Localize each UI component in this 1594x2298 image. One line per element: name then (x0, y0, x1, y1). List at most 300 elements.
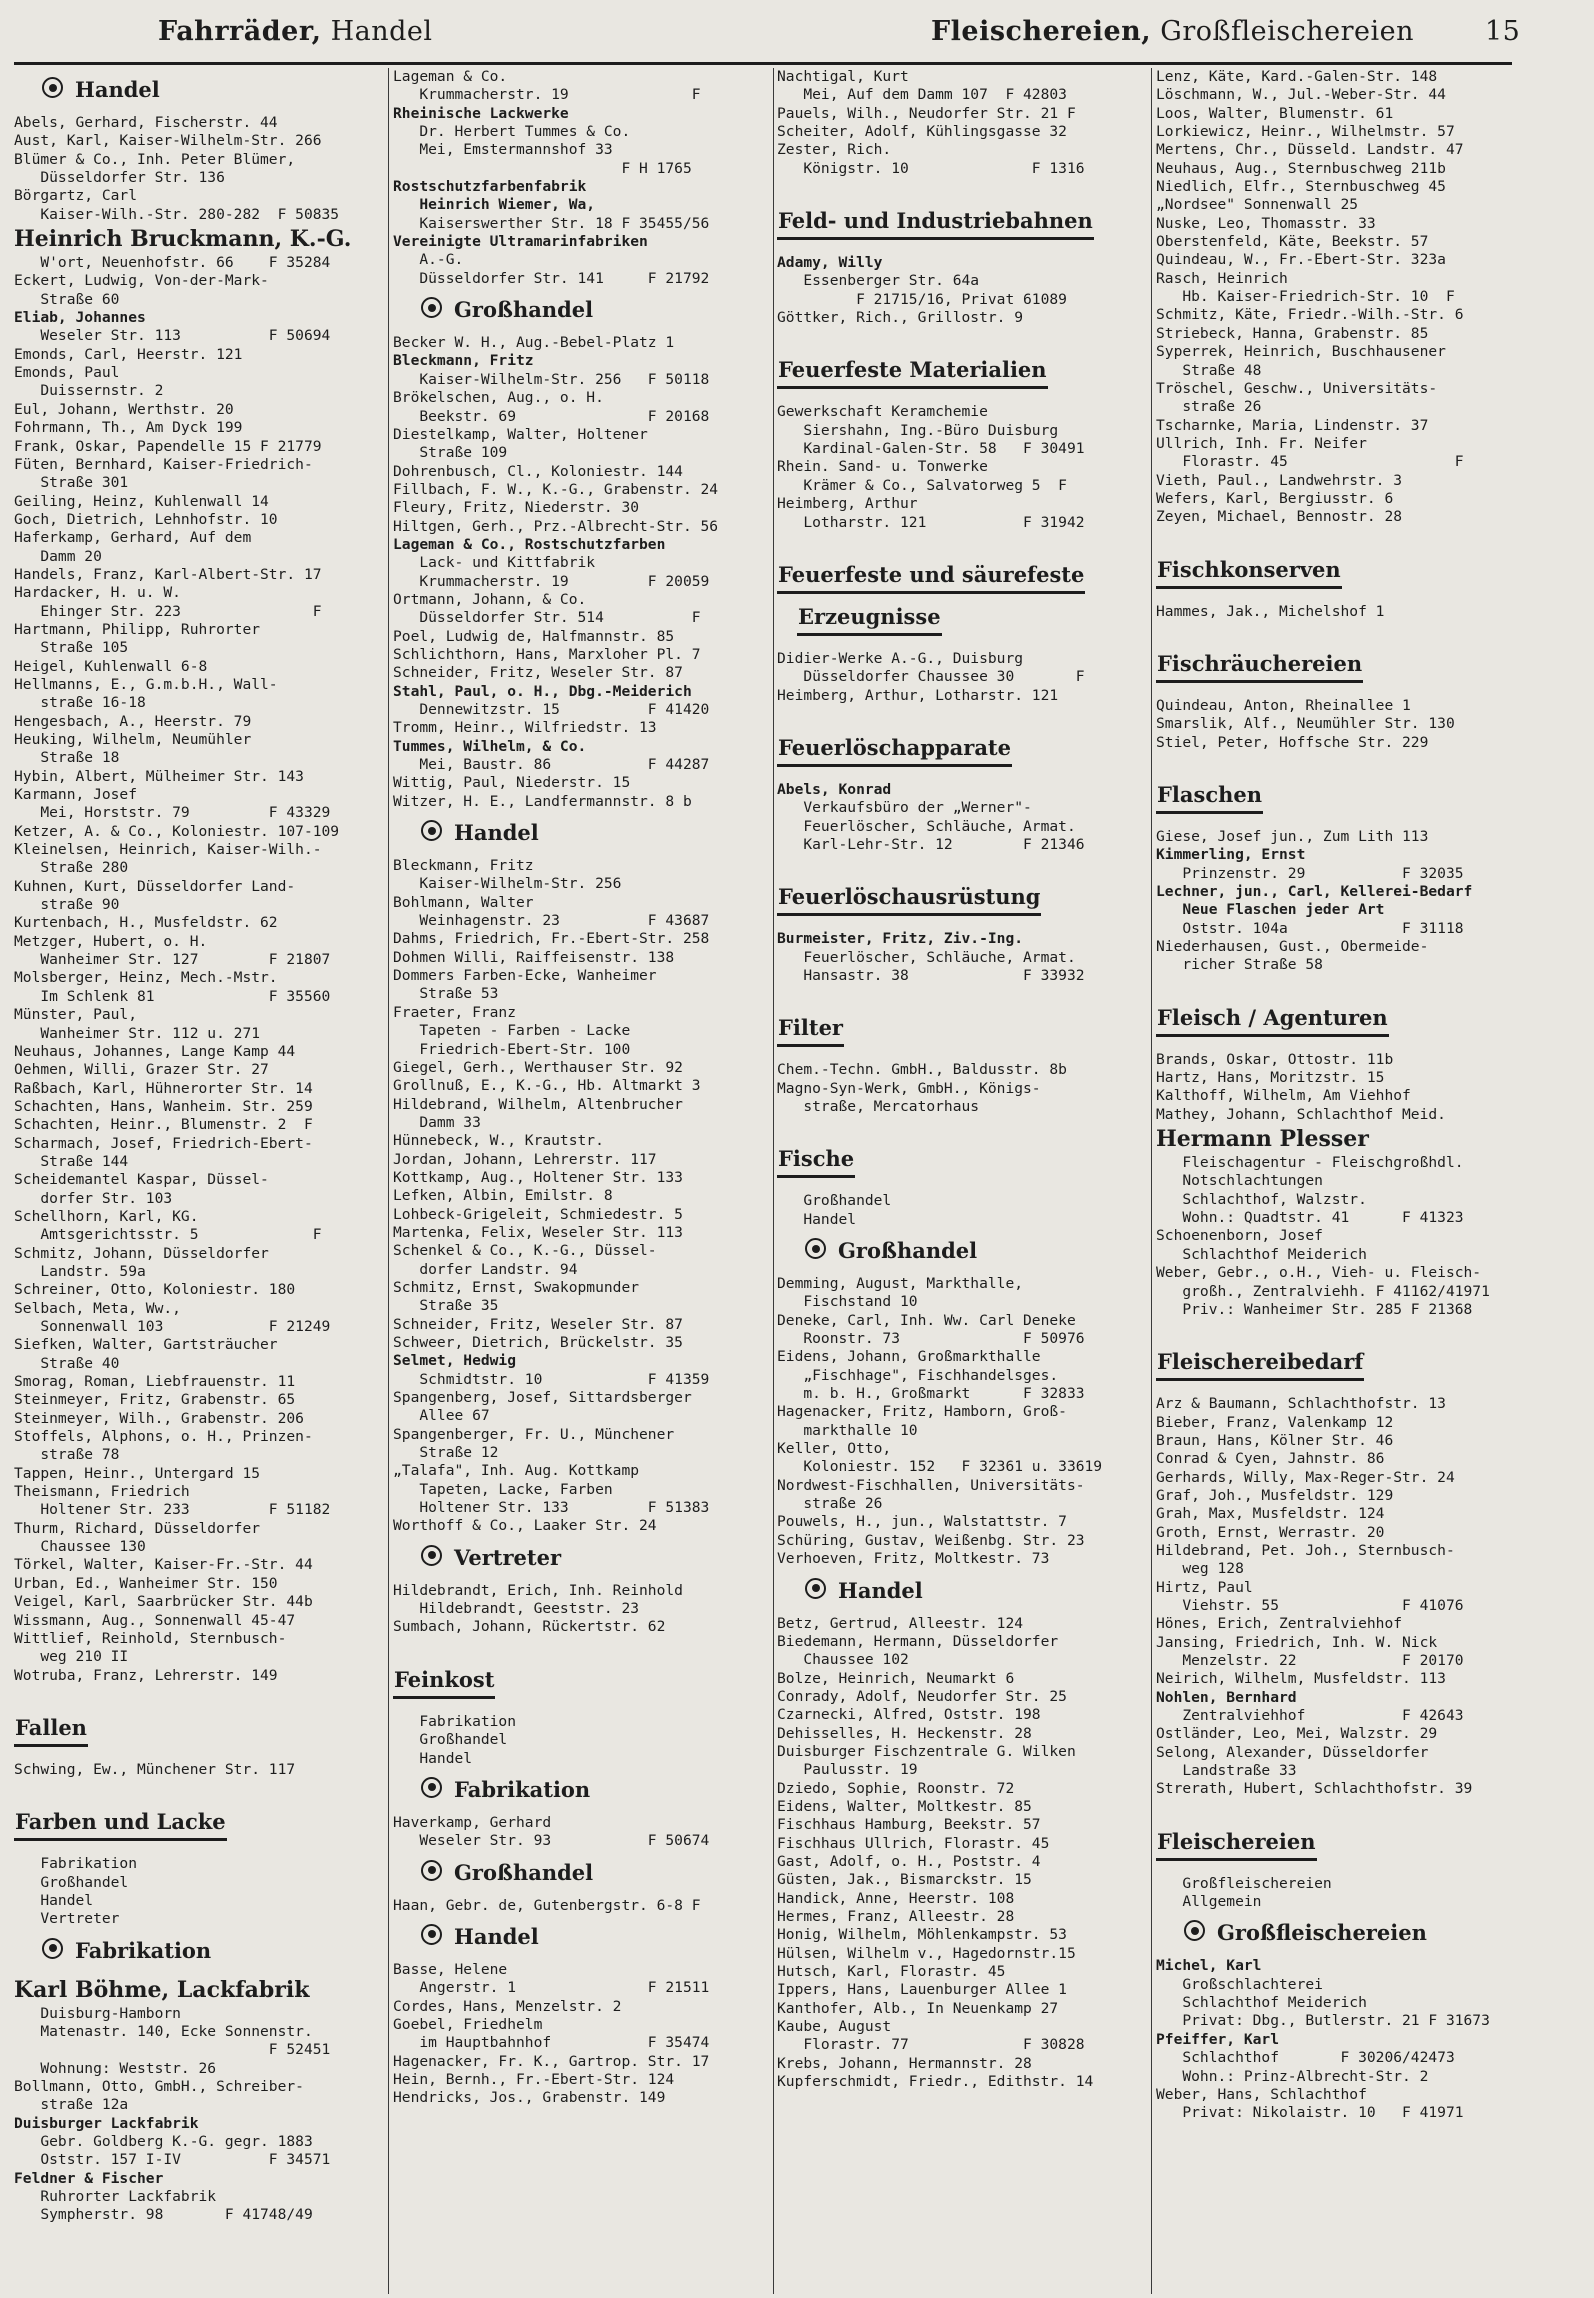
listing-line: Smarslik, Alf., Neumühler Str. 130 (1156, 715, 1455, 733)
listing-line: „Nordsee" Sonnenwall 25 (1156, 196, 1359, 214)
listing-line: Tappen, Heinr., Untergard 15 (14, 1464, 261, 1482)
listing-line: Oststr. 157 I-IV F 34571 (14, 2151, 331, 2169)
listing-line: Amtsgerichtsstr. 5 F (14, 1226, 322, 1244)
listing-line: Bleckmann, Fritz (393, 857, 534, 875)
subsection-heading-text: Vertreter (454, 1544, 562, 1570)
bullet-circle-icon (805, 1578, 826, 1599)
section-spacer (777, 178, 1147, 196)
listing-line: Heimberg, Arthur (777, 495, 918, 513)
listing-line: Düsseldorfer Str. 141 F 21792 (393, 269, 710, 287)
listing-line: Schweer, Dietrich, Brückelstr. 35 (393, 1334, 683, 1351)
listing-line: Kaube, August (777, 2018, 892, 2036)
listing-line: Brökelschen, Aug., o. H. (393, 389, 604, 407)
listing-line: Pauels, Wilh., Neudorfer Str. 21 F (777, 104, 1076, 122)
listing-line: Pfeiffer, Karl (1156, 2030, 1280, 2048)
section-heading-text: Feuerlöschapparate (777, 733, 1012, 767)
listing-line: Düsseldorfer Str. 514 F (393, 609, 701, 627)
listing-line: Giese, Josef jun., Zum Lith 113 (1156, 827, 1429, 845)
listing-line: Ullrich, Inh. Fr. Neifer (1156, 434, 1367, 452)
listing-line: W'ort, Neuenhofstr. 66 F 35284 (14, 254, 331, 272)
listing-line: Landstr. 59a (14, 1262, 146, 1280)
listing-line: Hagenacker, Fritz, Hamborn, Groß- (777, 1403, 1067, 1421)
listing-line: Stahl, Paul, o. H., Dbg.-Meiderich (393, 682, 692, 700)
section-spacer (1156, 527, 1526, 545)
listing-company-name: Hermann Plesser (1156, 1126, 1369, 1153)
section-heading-text: Erzeugnisse (797, 602, 942, 636)
listing-line: Raßbach, Karl, Hühnerorter Str. 14 (14, 1079, 313, 1097)
listing-line: Straße 144 (14, 1152, 129, 1170)
listing-line: Kalthoff, Wilhelm, Am Viehhof (1156, 1087, 1411, 1105)
listing-line: Hermes, Franz, Alleestr. 28 (777, 1908, 1015, 1925)
listing-line: Arz & Baumann, Schlachthofstr. 13 (1156, 1395, 1446, 1413)
listing-line: Straße 60 (14, 290, 120, 308)
listing-line: Dennewitzstr. 15 F 41420 (393, 701, 710, 718)
section-heading (1156, 1827, 1526, 1861)
listing-line: Schneider, Fritz, Weseler Str. 87 (393, 664, 683, 682)
listing-line: Karmann, Josef (14, 786, 138, 804)
listing-line: Bolze, Heinrich, Neumarkt 6 (777, 1669, 1015, 1687)
section-heading (777, 602, 1147, 636)
listing-line: Verhoeven, Fritz, Moltkestr. 73 (777, 1550, 1050, 1568)
listing-line: Dohmen Willi, Raiffeisenstr. 138 (393, 948, 675, 966)
listing-line: Hildebrand, Pet. Joh., Sternbusch- (1156, 1541, 1455, 1559)
listing-line: Lack- und Kittfabrik (393, 554, 596, 572)
listing-line: Dziedo, Sophie, Roonstr. 72 (777, 1779, 1015, 1797)
listing-line: richer Straße 58 (1156, 956, 1323, 974)
listing-line: Syperrek, Heinrich, Buschhausener (1156, 343, 1446, 361)
listing-line: Duisburger Fischzentrale G. Wilken (777, 1742, 1076, 1760)
section-heading (1156, 780, 1526, 814)
listing-line: Großhandel (393, 1731, 508, 1749)
section-heading-text: Farben und Lacke (14, 1807, 227, 1841)
listing-line: Wotruba, Franz, Lehrerstr. 149 (14, 1666, 278, 1684)
listing-line: Mei, Horststr. 79 F 43329 (14, 804, 331, 822)
listing-line: Schmitz, Johann, Düsseldorfer (14, 1244, 269, 1262)
subsection-heading (805, 1575, 1147, 1607)
listing-line: Duisburger Lackfabrik (14, 2114, 199, 2132)
section-heading (1156, 1003, 1526, 1037)
listing-line: Wohnung: Weststr. 26 (14, 2059, 217, 2077)
listing-line: Selong, Alexander, Düsseldorfer (1156, 1743, 1429, 1761)
bullet-circle-icon (1184, 1920, 1205, 1941)
section-spacer (14, 1779, 384, 1797)
listing-line: F H 1765 (393, 159, 692, 177)
listing-line: Landstraße 33 (1156, 1762, 1297, 1780)
subsection-heading (421, 1921, 769, 1953)
bullet-circle-icon (805, 1238, 826, 1259)
section-heading (777, 1013, 1147, 1047)
listing-line: Schüring, Gustav, Weißenbg. Str. 23 (777, 1531, 1085, 1549)
listing-line: Hutsch, Karl, Florastr. 45 (777, 1963, 1006, 1981)
listing-line: Handels, Franz, Karl-Albert-Str. 17 (14, 565, 322, 583)
listing-line: Oststr. 104a F 31118 (1156, 919, 1464, 937)
listing-line: Rasch, Heinrich (1156, 269, 1288, 287)
section-spacer (1156, 1799, 1526, 1817)
section-spacer (14, 1685, 384, 1703)
listing-line: straße 90 (14, 896, 120, 914)
listing-line: Hönes, Erich, Zentralviehhof (1156, 1615, 1403, 1633)
column-2 (393, 68, 769, 2294)
listing-line: Tummes, Wilhelm, & Co. (393, 737, 587, 755)
listing-line: Kaiser-Wilh.-Str. 280-282 F 50835 (14, 205, 340, 223)
listing-line: weg 128 (1156, 1560, 1244, 1578)
subsection-heading (421, 294, 769, 326)
listing-line: Fischstand 10 (777, 1293, 918, 1311)
listing-line: Stoffels, Alphons, o. H., Prinzen- (14, 1428, 313, 1446)
listing-line: Feldner & Fischer (14, 2169, 164, 2187)
listing-line: Beekstr. 69 F 20168 (393, 407, 710, 425)
listing-line: Florastr. 45 F (1156, 453, 1464, 471)
listing-line: Frank, Oskar, Papendelle 15 F 21779 (14, 437, 322, 455)
listing-line: Cordes, Hans, Menzelstr. 2 (393, 1997, 622, 2015)
listing-line: Wohn.: Quadtstr. 41 F 41323 (1156, 1209, 1464, 1227)
listing-line: Lenz, Käte, Kard.-Galen-Str. 148 (1156, 68, 1438, 85)
listing-line: weg 210 II (14, 1648, 129, 1666)
section-heading-text: Feld- und Industriebahnen (777, 206, 1094, 240)
listing-line: Niederhausen, Gust., Obermeide- (1156, 938, 1429, 956)
listing-line: Hildebrandt, Erich, Inh. Reinhold (393, 1581, 683, 1599)
section-heading (14, 1713, 384, 1747)
listing-line: Dohrenbusch, Cl., Koloniestr. 144 (393, 462, 683, 480)
subsection-heading-text: Handel (454, 1923, 539, 1949)
listing-line: Becker W. H., Aug.-Bebel-Platz 1 (393, 334, 675, 352)
listing-line: Fischhaus Ullrich, Florastr. 45 (777, 1834, 1050, 1852)
listing-line: Schoenenborn, Josef (1156, 1227, 1323, 1245)
listing-line: Schlachthof Meiderich (1156, 1245, 1367, 1263)
listing-line: Schachten, Heinr., Blumenstr. 2 F (14, 1116, 313, 1134)
listing-line: Martenka, Felix, Weseler Str. 113 (393, 1223, 683, 1241)
listing-line: Chaussee 102 (777, 1651, 909, 1669)
listing-line: Düsseldorfer Str. 136 (14, 169, 225, 187)
listing-line: Quindeau, Anton, Rheinallee 1 (1156, 696, 1411, 714)
listing-line: Hein, Bernh., Fr.-Ebert-Str. 124 (393, 2070, 675, 2088)
listing-line: straße 26 (1156, 398, 1262, 416)
listing-line: Hünnebeck, W., Krautstr. (393, 1132, 604, 1150)
subsection-heading-text: Handel (75, 77, 160, 102)
listing-line: m. b. H., Großmarkt F 32833 (777, 1385, 1085, 1403)
listing-line: Neuhaus, Aug., Sternbuschweg 211b (1156, 159, 1446, 177)
listing-line: Heimberg, Arthur, Lotharstr. 121 (777, 686, 1059, 704)
listing-line: dorfer Str. 103 (14, 1189, 173, 1207)
listing-line: Keller, Otto, (777, 1440, 892, 1458)
listing-line: Steinmeyer, Fritz, Grabenstr. 65 (14, 1391, 296, 1409)
listing-line: Weseler Str. 113 F 50694 (14, 327, 331, 345)
listing-line: Tapeten - Farben - Lacke (393, 1022, 631, 1040)
listing-line: Groth, Ernst, Werrastr. 20 (1156, 1523, 1385, 1541)
listing-line: Schenkel & Co., K.-G., Düssel- (393, 1242, 657, 1260)
listing-line: Kupferschmidt, Friedr., Edithstr. 14 (777, 2073, 1094, 2091)
listing-line: Bollmann, Otto, GmbH., Schreiber- (14, 2077, 304, 2095)
section-heading-text: Feuerlöschausrüstung (777, 882, 1041, 916)
listing-line: straße 16-18 (14, 694, 146, 712)
listing-line: Loos, Walter, Blumenstr. 61 (1156, 104, 1394, 122)
listing-line: Emonds, Carl, Heerstr. 121 (14, 345, 243, 363)
listing-line: Schlachthof F 30206/42473 (1156, 2049, 1455, 2067)
listing-line: Pouwels, H., jun., Walstattstr. 7 (777, 1513, 1067, 1531)
subsection-heading (805, 1235, 1147, 1267)
listing-line: Kaiserswerther Str. 18 F 35455/56 (393, 214, 710, 232)
listing-line: Nohlen, Bernhard (1156, 1688, 1297, 1706)
listing-line: Haan, Gebr. de, Gutenbergstr. 6-8 F (393, 1896, 701, 1914)
section-heading (1156, 1347, 1526, 1381)
listing-line: Gewerkschaft Keramchemie (777, 403, 988, 421)
listing-line: Heuking, Wilhelm, Neumühler (14, 731, 252, 748)
section-heading-text: Fleischereien (1156, 1827, 1317, 1861)
subsection-heading-text: Handel (454, 820, 539, 846)
bullet-circle-icon (421, 1777, 442, 1798)
listing-line: Tscharnke, Maria, Lindenstr. 37 (1156, 416, 1429, 434)
listing-line: Lotharstr. 121 F 31942 (777, 513, 1085, 531)
listing-line: Hybin, Albert, Mülheimer Str. 143 (14, 767, 304, 785)
listing-line: Spangenberger, Fr. U., Münchener (393, 1425, 675, 1443)
listing-line: Straße 301 (14, 474, 129, 492)
listing-line: Burmeister, Fritz, Ziv.-Ing. (777, 930, 1024, 948)
section-heading-text: Fleischereibedarf (1156, 1347, 1364, 1381)
listing-line: Ketzer, A. & Co., Koloniestr. 107-109 (14, 822, 340, 840)
listing-line: Eidens, Johann, Großmarkthalle (777, 1348, 1041, 1366)
listing-line: Schlachthof, Walzstr. (1156, 1190, 1367, 1208)
listing-line: straße 26 (777, 1495, 883, 1513)
listing-line: Goch, Dietrich, Lehnhofstr. 10 (14, 510, 278, 528)
listing-line: Hiltgen, Gerh., Prz.-Albrecht-Str. 56 (393, 517, 719, 535)
listing-line: Kottkamp, Aug., Holtener Str. 133 (393, 1168, 683, 1186)
listing-line: Holtener Str. 133 F 51383 (393, 1499, 710, 1517)
listing-line: Großhandel (14, 1873, 129, 1891)
listing-line: Hendricks, Jos., Grabenstr. 149 (393, 2089, 666, 2107)
listing-line: Eul, Johann, Werthstr. 20 (14, 400, 234, 418)
listing-line: Damm 33 (393, 1113, 481, 1131)
listing-line: Kurtenbach, H., Musfeldstr. 62 (14, 914, 278, 932)
listing-line: Lageman & Co., Rostschutzfarben (393, 535, 666, 553)
listing-line: Ippers, Hans, Lauenburger Allee 1 (777, 1981, 1067, 1999)
listing-line: Bieber, Franz, Valenkamp 12 (1156, 1413, 1394, 1431)
section-heading (393, 1665, 769, 1699)
listing-line: Straße 35 (393, 1297, 499, 1315)
subsection-heading (421, 817, 769, 849)
listing-line: Essenberger Str. 64a (777, 272, 980, 290)
listing-line: F 21715/16, Privat 61089 (777, 290, 1067, 308)
running-head-left: Fahrräder, Handel (158, 16, 433, 47)
listing-line: Jansing, Friedrich, Inh. W. Nick (1156, 1633, 1438, 1651)
listing-line: Stiel, Peter, Hoffsche Str. 229 (1156, 733, 1429, 751)
listing-line: Münster, Paul, (14, 1006, 138, 1024)
listing-line: Eidens, Walter, Moltkestr. 85 (777, 1797, 1032, 1815)
listing-line: Theismann, Friedrich (14, 1483, 190, 1501)
listing-line: Hardacker, H. u. W. (14, 584, 181, 602)
listing-line: Krummacherstr. 19 F (393, 86, 701, 104)
listing-line: Lechner, jun., Carl, Kellerei-Bedarf (1156, 883, 1473, 900)
subsection-heading-text: Großhandel (838, 1238, 978, 1263)
header-rule (14, 62, 1512, 65)
listing-line: Worthoff & Co., Laaker Str. 24 (393, 1517, 657, 1535)
listing-line: Chem.-Techn. GmbH., Baldusstr. 8b (777, 1061, 1067, 1079)
section-spacer (1156, 752, 1526, 770)
section-heading (1156, 555, 1526, 589)
listing-line: Angerstr. 1 F 21511 (393, 1979, 710, 1997)
listing-line: Mei, Auf dem Damm 107 F 42803 (777, 86, 1067, 104)
listing-line: Conrady, Adolf, Neudorfer Str. 25 (777, 1687, 1067, 1705)
listing-line: Tapeten, Lacke, Farben (393, 1480, 613, 1498)
listing-line: Straße 12 (393, 1444, 499, 1462)
listing-line: Schlichthorn, Hans, Marxloher Pl. 7 (393, 645, 701, 663)
listing-line: Hansastr. 38 F 33932 (777, 966, 1085, 984)
listing-line: Witzer, H. E., Landfermannstr. 8 b (393, 792, 692, 810)
section-heading-text: Fische (777, 1144, 855, 1178)
listing-line: Mei, Emstermannshof 33 (393, 141, 613, 159)
listing-line: Bleckmann, Fritz (393, 352, 534, 370)
listing-line: Wittlief, Reinhold, Sternbusch- (14, 1629, 287, 1647)
listing-line: Goebel, Friedhelm (393, 2015, 543, 2033)
listing-line: Didier-Werke A.-G., Duisburg (777, 649, 1024, 667)
listing-line: Matenastr. 140, Ecke Sonnenstr. (14, 2022, 313, 2040)
listing-line: Löschmann, W., Jul.-Weber-Str. 44 (1156, 86, 1446, 104)
section-spacer (777, 705, 1147, 723)
listing-line: Diestelkamp, Walter, Holtener (393, 425, 648, 443)
listing-line: Mei, Baustr. 86 F 44287 (393, 756, 710, 774)
listing-line: Steinmeyer, Wilh., Grabenstr. 206 (14, 1409, 304, 1427)
listing-line: Selmet, Hedwig (393, 1352, 517, 1370)
listing-line: Hildebrandt, Geeststr. 23 (393, 1600, 640, 1618)
listing-line: Betz, Gertrud, Alleestr. 124 (777, 1614, 1024, 1632)
listing-line: Königstr. 10 F 1316 (777, 159, 1085, 177)
listing-line: Dr. Herbert Tummes & Co. (393, 123, 631, 141)
listing-line: Gast, Adolf, o. H., Poststr. 4 (777, 1852, 1041, 1870)
listing-line: „Talafa", Inh. Aug. Kottkamp (393, 1462, 640, 1480)
listing-line: Straße 48 (1156, 361, 1262, 379)
listing-line: Deneke, Carl, Inh. Ww. Carl Deneke (777, 1311, 1076, 1329)
listing-company-name: Karl Böhme, Lackfabrik (14, 1976, 310, 2003)
listing-line: Grollnuß, E., K.-G., Hb. Altmarkt 3 (393, 1077, 701, 1095)
listing-line: Feuerlöscher, Schläuche, Armat. (777, 817, 1076, 835)
subsection-heading (421, 1542, 769, 1574)
listing-line: Mathey, Johann, Schlachthof Meid. (1156, 1105, 1446, 1123)
listing-line: Nuske, Leo, Thomasstr. 33 (1156, 214, 1376, 232)
section-heading-text: Fischkonserven (1156, 555, 1342, 589)
listing-line: Holtener Str. 233 F 51182 (14, 1501, 331, 1519)
section-heading-text: Fischräuchereien (1156, 649, 1363, 683)
listing-line: Hagenacker, Fr. K., Gartrop. Str. 17 (393, 2052, 710, 2070)
listing-line: Eckert, Ludwig, Von-der-Mark- (14, 272, 269, 290)
subsection-heading-text: Großfleischereien (1217, 1920, 1427, 1946)
listing-line: Roonstr. 73 F 50976 (777, 1330, 1085, 1348)
listing-line: Krummacherstr. 19 F 20059 (393, 572, 710, 590)
listing-line: Handel (393, 1749, 473, 1767)
listing-line: Hb. Kaiser-Friedrich-Str. 10 F (1156, 288, 1455, 306)
listing-line: Giegel, Gerh., Werthauser Str. 92 (393, 1058, 683, 1076)
listing-line: Zester, Rich. (777, 141, 892, 159)
listing-line: Weseler Str. 93 F 50674 (393, 1832, 710, 1850)
listing-line: Basse, Helene (393, 1960, 508, 1978)
section-spacer (777, 327, 1147, 345)
listing-line: Scheiter, Adolf, Kühlingsgasse 32 (777, 123, 1067, 141)
listing-line: Quindeau, W., Fr.-Ebert-Str. 323a (1156, 251, 1446, 269)
listing-line: Siefken, Walter, Gartsträucher (14, 1336, 278, 1354)
listing-line: Emonds, Paul (14, 364, 120, 382)
listing-line: Demming, August, Markthalle, (777, 1275, 1024, 1292)
listing-line: Großfleischereien (1156, 1874, 1332, 1892)
listing-line: Ortmann, Johann, & Co. (393, 590, 587, 608)
subsection-heading (42, 74, 384, 106)
listing-line: Neirich, Wilhelm, Musfeldstr. 113 (1156, 1670, 1446, 1688)
listing-line: Schlachthof Meiderich (1156, 1994, 1367, 2012)
listing-line: Kanthofer, Alb., In Neuenkamp 27 (777, 1999, 1059, 2017)
listing-line: Fabrikation (14, 1855, 138, 1873)
listing-line: Schachten, Hans, Wanheim. Str. 259 (14, 1097, 313, 1115)
listing-line: Wefers, Karl, Bergiusstr. 6 (1156, 489, 1394, 507)
section-heading-text: Feuerfeste Materialien (777, 355, 1048, 389)
listing-line: Brands, Oskar, Ottostr. 11b (1156, 1050, 1394, 1068)
listing-line: Aust, Karl, Kaiser-Wilhelm-Str. 266 (14, 132, 322, 150)
section-spacer (1156, 621, 1526, 639)
listing-line: Heinrich Wiemer, Wa, (393, 196, 596, 214)
listing-line: Selbach, Meta, Ww., (14, 1299, 181, 1317)
listing-line: Haverkamp, Gerhard (393, 1813, 552, 1831)
listing-line: Schmitz, Ernst, Swakopmunder (393, 1278, 640, 1296)
bullet-circle-icon (421, 1860, 442, 1881)
listing-line: Privat: Dbg., Butlerstr. 21 F 31673 (1156, 2012, 1490, 2030)
listing-line: Neue Flaschen jeder Art (1156, 901, 1385, 919)
listing-line: Fraeter, Franz (393, 1003, 517, 1021)
listing-line: Kaiser-Wilhelm-Str. 256 F 50118 (393, 370, 710, 388)
section-heading (777, 733, 1147, 767)
listing-line: Fohrmann, Th., Am Dyck 199 (14, 419, 243, 437)
listing-line: Magno-Syn-Werk, GmbH., Königs- (777, 1079, 1041, 1097)
listing-line: Notschlachtungen (1156, 1172, 1323, 1190)
listing-line: Ostländer, Leo, Mei, Walzstr. 29 (1156, 1725, 1438, 1743)
listing-line: Poel, Ludwig de, Halfmannstr. 85 (393, 627, 675, 645)
listing-line: Geiling, Heinz, Kuhlenwall 14 (14, 492, 269, 510)
listing-line: Heigel, Kuhlenwall 6-8 (14, 657, 208, 675)
listing-line: Hengesbach, A., Heerstr. 79 (14, 712, 252, 730)
listing-line: Viehstr. 55 F 41076 (1156, 1596, 1464, 1614)
listing-line: Conrad & Cyen, Jahnstr. 86 (1156, 1450, 1385, 1468)
listing-line: Striebeck, Hanna, Grabenstr. 85 (1156, 324, 1429, 342)
column-3 (777, 68, 1147, 2294)
listing-line: Damm 20 (14, 547, 102, 565)
listing-line: Rhein. Sand- u. Tonwerke (777, 458, 988, 476)
listing-line: Allee 67 (393, 1407, 490, 1425)
listing-line: Straße 109 (393, 444, 508, 462)
listing-line: Menzelstr. 22 F 20170 (1156, 1652, 1464, 1669)
listing-line: Fabrikation (393, 1712, 517, 1730)
bullet-circle-icon (42, 77, 63, 98)
subsection-heading-text: Fabrikation (75, 1937, 212, 1963)
listing-line: Grah, Max, Musfeldstr. 124 (1156, 1505, 1385, 1523)
listing-line: Braun, Hans, Kölner Str. 46 (1156, 1431, 1394, 1449)
section-heading-text: Feinkost (393, 1665, 495, 1699)
listing-line: Graf, Joh., Musfeldstr. 129 (1156, 1486, 1394, 1504)
listing-line: Rheinische Lackwerke (393, 104, 569, 122)
section-spacer (777, 985, 1147, 1003)
listing-line: Rostschutzfarbenfabrik (393, 178, 587, 196)
running-head-right: Fleischereien, Großfleischereien (931, 16, 1415, 47)
listing-line: A.-G. (393, 251, 464, 269)
listing-line: Abels, Gerhard, Fischerstr. 44 (14, 114, 278, 131)
listing-line: Wohn.: Prinz-Albrecht-Str. 2 (1156, 2067, 1429, 2085)
listing-line: Czarnecki, Alfred, Oststr. 198 (777, 1706, 1041, 1724)
listing-line: Börgartz, Carl (14, 187, 138, 205)
listing-line: Straße 40 (14, 1354, 120, 1372)
listing-line: Schneider, Fritz, Weseler Str. 87 (393, 1315, 683, 1333)
subsection-heading-text: Großhandel (454, 1859, 594, 1885)
listing-line: Florastr. 77 F 30828 (777, 2036, 1085, 2054)
listing-line: Hammes, Jak., Michelshof 1 (1156, 602, 1385, 620)
section-heading-text: Fleisch / Agenturen (1156, 1003, 1389, 1037)
listing-line: Straße 53 (393, 985, 499, 1003)
listing-line: Straße 280 (14, 859, 129, 877)
listing-line: Nordwest-Fischhallen, Universitäts- (777, 1476, 1085, 1494)
listing-line: Wittig, Paul, Niederstr. 15 (393, 774, 631, 792)
